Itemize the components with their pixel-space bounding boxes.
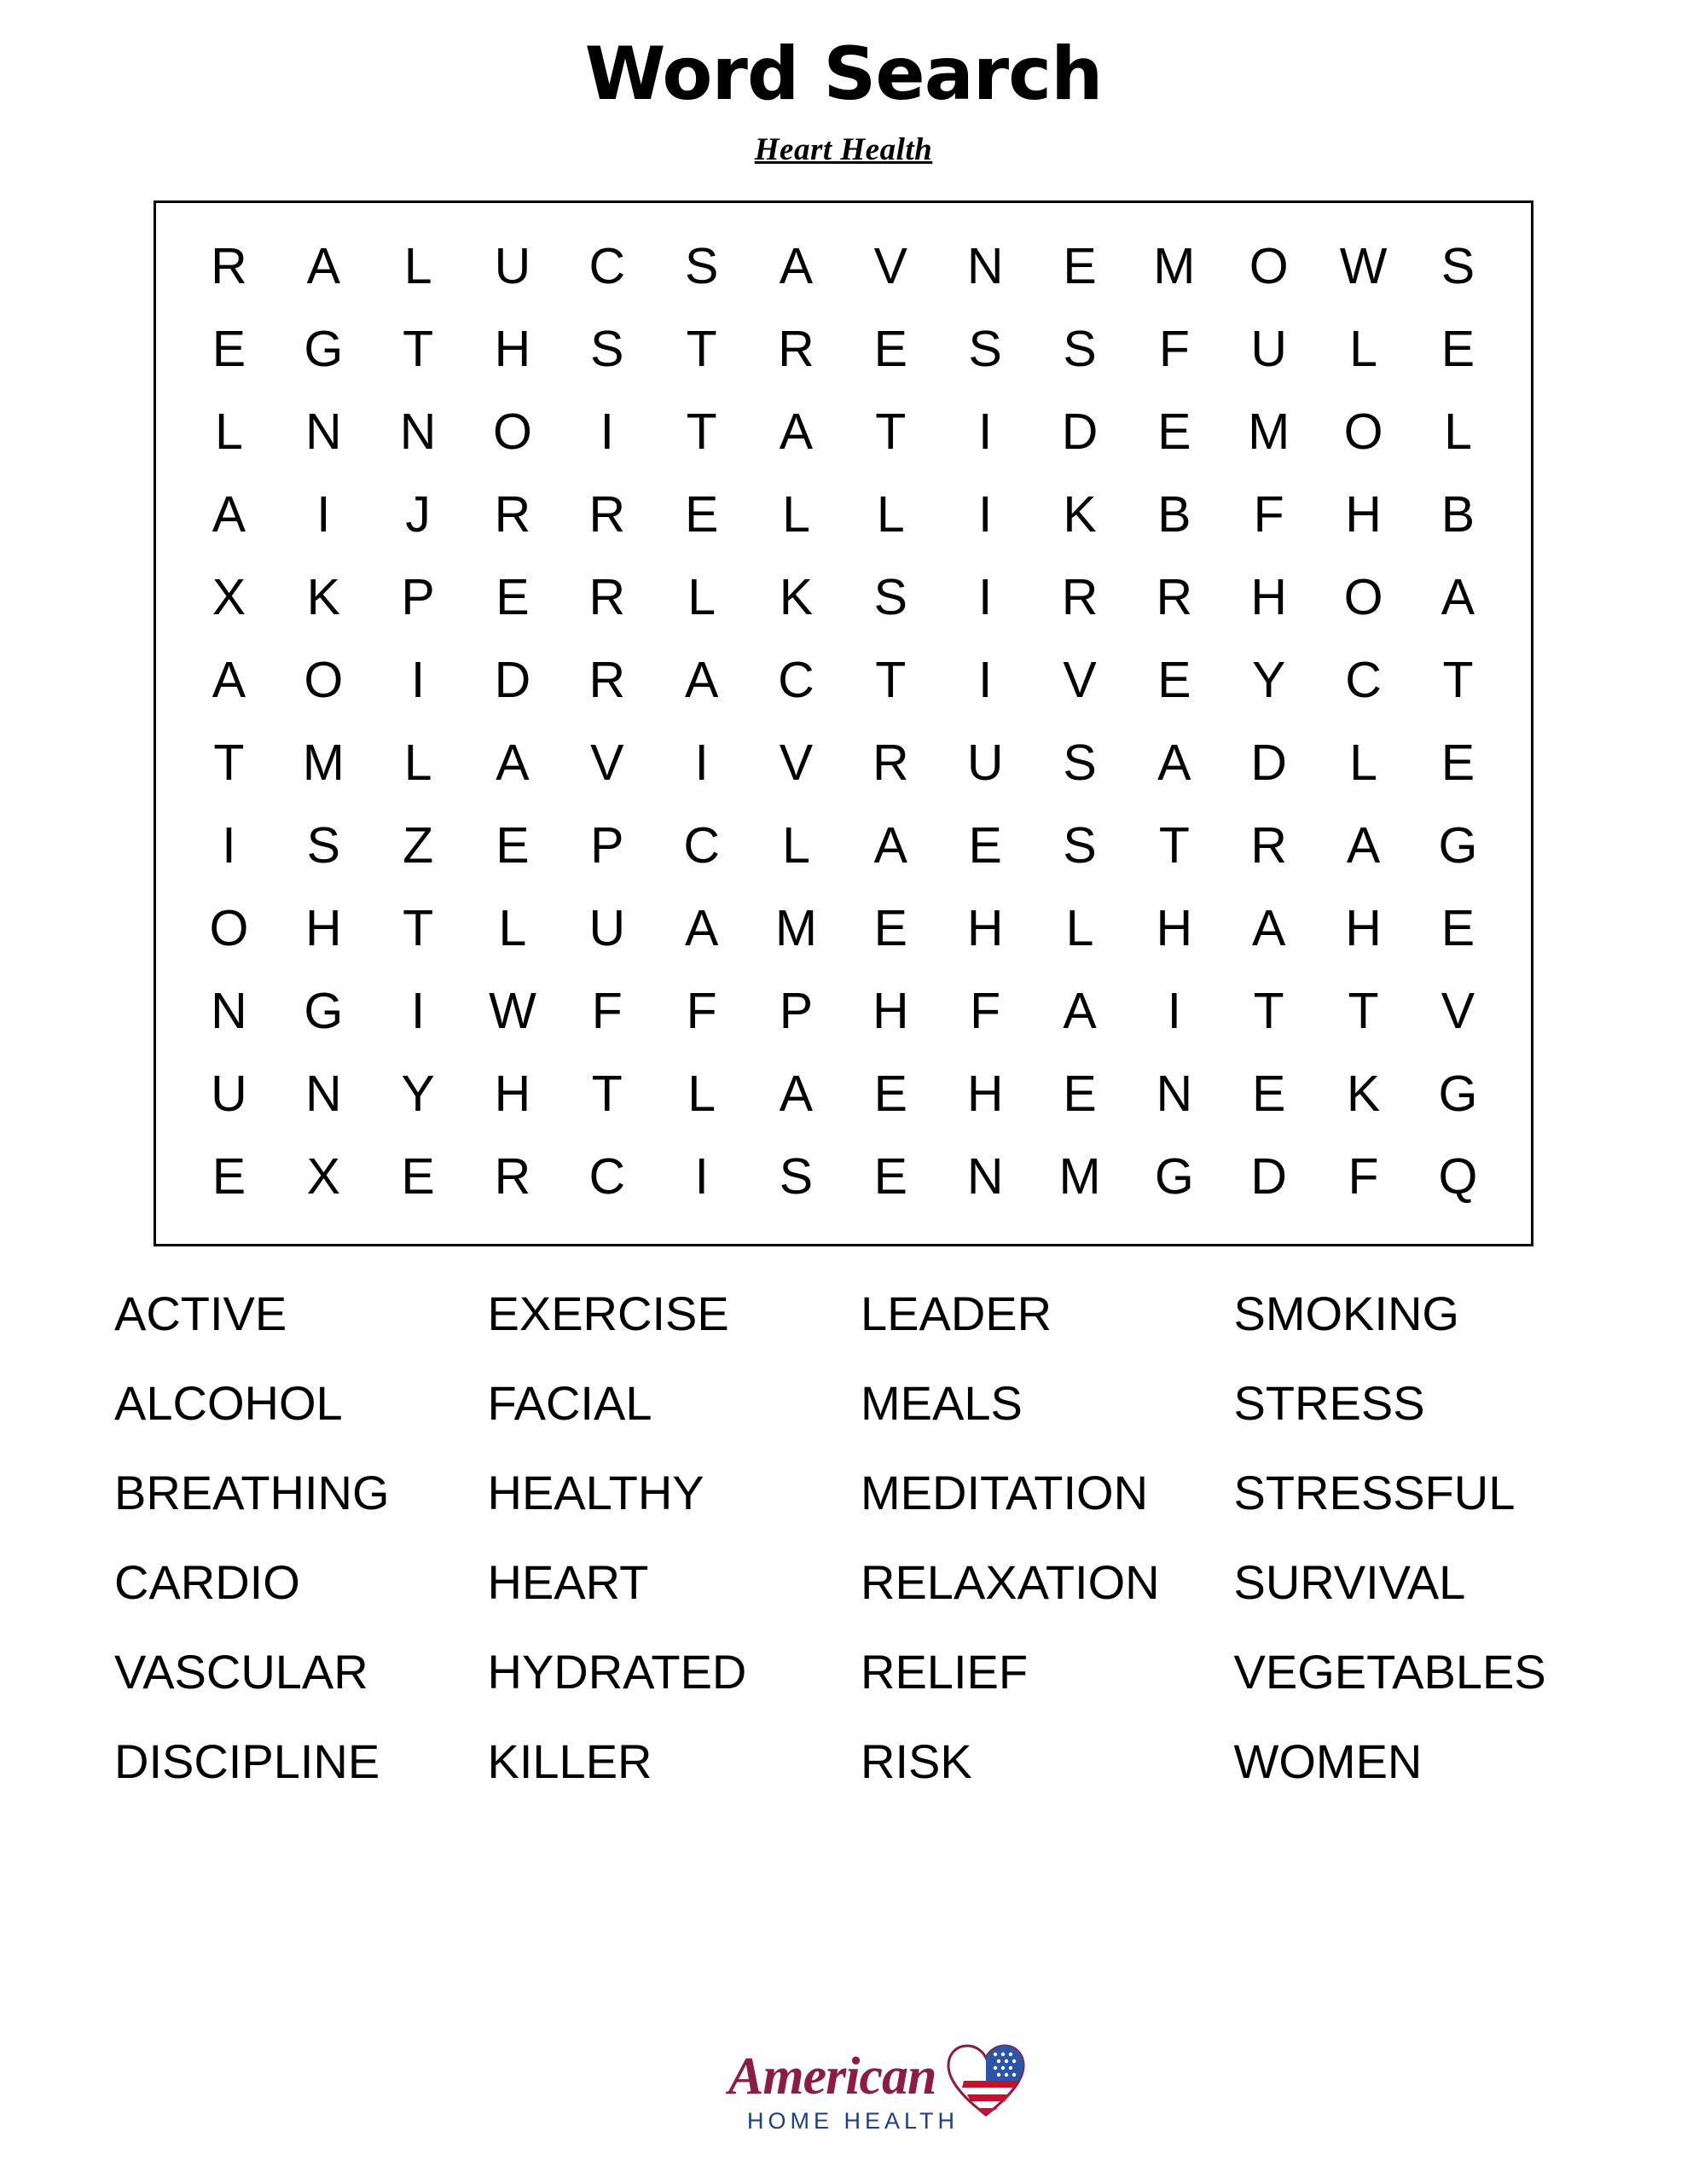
grid-letter: U [588, 900, 626, 957]
grid-letter: I [410, 983, 426, 1040]
grid-row [182, 556, 1505, 639]
grid-row [182, 473, 1505, 556]
grid-letter: I [977, 486, 993, 543]
word-list-item: HEALTHY [487, 1466, 704, 1520]
grid-letter: U [494, 238, 531, 295]
grid-letter: D [494, 652, 531, 709]
grid-letter: U [966, 735, 1004, 792]
grid-letter: H [966, 900, 1004, 957]
grid-letter: L [403, 238, 432, 295]
grid-letter: V [779, 735, 814, 792]
grid-letter: U [211, 1066, 247, 1123]
word-list-item: STRESS [1233, 1376, 1425, 1431]
grid-letter: I [600, 404, 614, 461]
grid-letter: I [977, 652, 993, 709]
grid-letter: A [1063, 983, 1097, 1040]
grid-letter: C [588, 1148, 626, 1205]
grid-letter: S [590, 321, 624, 378]
grid-letter: O [1249, 238, 1289, 295]
word-list-item: MEDITATION [861, 1466, 1149, 1520]
grid-letter: A [779, 404, 814, 461]
grid-row [182, 225, 1505, 308]
grid-letter: B [1441, 486, 1475, 543]
grid-letter: M [1248, 404, 1290, 461]
grid-letter: S [1063, 735, 1097, 792]
grid-letter: U [1250, 321, 1287, 378]
word-list-column [488, 1269, 861, 1806]
grid-letter: H [494, 1066, 531, 1123]
grid-letter: O [1343, 569, 1383, 626]
grid-letter: K [1346, 1066, 1381, 1123]
grid-letter: C [683, 817, 720, 874]
word-list-item: HEART [487, 1555, 649, 1610]
grid-letter: K [1063, 486, 1097, 543]
word-list-item: BREATHING [114, 1466, 390, 1520]
grid-letter: H [1156, 900, 1193, 957]
grid-letter: J [405, 486, 431, 543]
grid-letter: T [1348, 983, 1379, 1040]
grid-letter: O [493, 404, 532, 461]
grid-letter: E [873, 1148, 907, 1205]
grid-letter: S [306, 817, 340, 874]
grid-letter: N [399, 404, 437, 461]
grid-letter: L [876, 486, 905, 543]
grid-letter: A [684, 652, 719, 709]
grid-letter: I [316, 486, 331, 543]
word-list [80, 1269, 1607, 1806]
grid-letter: T [403, 321, 434, 378]
word-list-item: FACIAL [487, 1376, 652, 1431]
grid-row [182, 308, 1505, 391]
word-list-item: LEADER [861, 1287, 1052, 1341]
grid-letter: G [304, 321, 344, 378]
grid-letter: S [779, 1148, 814, 1205]
grid-letter: X [306, 1148, 340, 1205]
grid-letter: E [1157, 404, 1191, 461]
grid-row [182, 639, 1505, 722]
grid-letter: L [687, 1066, 716, 1123]
grid-letter: O [304, 652, 344, 709]
grid-letter: E [496, 817, 530, 874]
grid-letter: L [1349, 321, 1377, 378]
grid-letter: Q [1438, 1148, 1478, 1205]
grid-letter: N [211, 983, 247, 1040]
grid-letter: D [1250, 735, 1287, 792]
word-list-item: KILLER [487, 1734, 652, 1789]
grid-letter: L [498, 900, 527, 957]
word-list-item: CARDIO [114, 1555, 300, 1610]
grid-letter: M [1058, 1148, 1101, 1205]
grid-letter: H [1250, 569, 1287, 626]
grid-letter: T [1253, 983, 1284, 1040]
grid-letter: R [211, 238, 247, 295]
word-list-item: ACTIVE [114, 1287, 287, 1341]
grid-letter: E [873, 321, 907, 378]
grid-letter: L [1349, 735, 1377, 792]
grid-letter: R [778, 321, 815, 378]
grid-letter: T [591, 1066, 623, 1123]
grid-letter: E [873, 1066, 907, 1123]
grid-letter: L [1065, 900, 1094, 957]
grid-letter: E [212, 321, 246, 378]
grid-letter: I [694, 735, 709, 792]
grid-letter: E [968, 817, 1002, 874]
grid-letter: B [1157, 486, 1191, 543]
logo-tagline: HOME HEALTH [746, 2108, 959, 2134]
grid-letter: D [1250, 1148, 1287, 1205]
grid-letter: Z [403, 817, 434, 874]
grid-row [182, 391, 1505, 473]
heart-flag-icon [947, 2043, 1025, 2117]
grid-letter: A [1346, 817, 1381, 874]
grid-letter: N [966, 238, 1004, 295]
grid-row [182, 970, 1505, 1053]
grid-letter: G [304, 983, 344, 1040]
grid-letter: H [1345, 900, 1382, 957]
grid-letter: T [1158, 817, 1190, 874]
grid-letter: P [401, 569, 435, 626]
grid-letter: H [304, 900, 342, 957]
word-list-item: MEALS [861, 1376, 1023, 1431]
grid-letter: T [686, 404, 717, 461]
grid-letter: G [1154, 1148, 1194, 1205]
grid-letter: V [1063, 652, 1097, 709]
grid-letter: S [1441, 238, 1475, 295]
grid-letter: E [1441, 321, 1475, 378]
grid-letter: Y [401, 1066, 435, 1123]
grid-letter: N [966, 1148, 1004, 1205]
page-title: Word Search [584, 32, 1103, 117]
page-subtitle: Heart Health [754, 132, 933, 168]
grid-row [182, 804, 1505, 887]
grid-letter: E [212, 1148, 246, 1205]
grid-letter: C [778, 652, 815, 709]
brand-logo [0, 2050, 1687, 2135]
grid-letter: S [873, 569, 907, 626]
grid-letter: S [968, 321, 1002, 378]
word-list-item: DISCIPLINE [114, 1734, 380, 1789]
grid-letter: R [494, 486, 531, 543]
grid-letter: E [873, 900, 907, 957]
grid-letter: A [684, 900, 719, 957]
grid-letter: R [588, 486, 626, 543]
grid-letter: L [215, 404, 243, 461]
grid-letter: T [875, 404, 907, 461]
grid-letter: N [1156, 1066, 1193, 1123]
grid-letter: E [1441, 735, 1475, 792]
grid-row [182, 722, 1505, 804]
word-list-column [861, 1269, 1234, 1806]
word-list-item: VASCULAR [114, 1645, 368, 1699]
grid-letter: E [496, 569, 530, 626]
grid-letter: R [1061, 569, 1099, 626]
grid-letter: T [875, 652, 907, 709]
grid-letter: P [779, 983, 814, 1040]
grid-letter: S [684, 238, 719, 295]
grid-letter: E [684, 486, 719, 543]
grid-letter: M [774, 900, 818, 957]
word-list-item: RISK [861, 1734, 972, 1789]
grid-letter: W [489, 983, 536, 1040]
word-list-item: SURVIVAL [1233, 1555, 1466, 1610]
letter-grid-table [182, 225, 1505, 1218]
word-list-column [1234, 1269, 1608, 1806]
grid-letter: V [873, 238, 907, 295]
grid-letter: V [590, 735, 624, 792]
grid-letter: I [694, 1148, 709, 1205]
grid-letter: A [779, 1066, 814, 1123]
grid-letter: F [1158, 321, 1190, 378]
grid-letter: V [1441, 983, 1475, 1040]
grid-letter: K [779, 569, 814, 626]
grid-letter: P [590, 817, 624, 874]
grid-letter: L [782, 486, 810, 543]
grid-letter: A [873, 817, 907, 874]
grid-letter: K [306, 569, 340, 626]
word-list-item: WOMEN [1233, 1734, 1423, 1789]
grid-letter: D [1061, 404, 1099, 461]
grid-letter: S [1063, 321, 1097, 378]
grid-letter: A [779, 238, 814, 295]
grid-row [182, 1136, 1505, 1218]
grid-letter: T [1442, 652, 1474, 709]
grid-letter: H [1345, 486, 1382, 543]
grid-letter: A [212, 652, 246, 709]
grid-letter: H [872, 983, 909, 1040]
word-list-item: RELAXATION [861, 1555, 1160, 1610]
grid-letter: E [1063, 238, 1097, 295]
grid-letter: C [1345, 652, 1382, 709]
word-list-item: EXERCISE [487, 1287, 729, 1341]
word-list-item: VEGETABLES [1233, 1645, 1546, 1699]
grid-letter: R [1156, 569, 1193, 626]
grid-letter: I [977, 569, 993, 626]
grid-letter: O [209, 900, 249, 957]
grid-letter: X [212, 569, 246, 626]
grid-letter: E [1157, 652, 1191, 709]
grid-letter: R [494, 1148, 531, 1205]
grid-letter: R [588, 569, 626, 626]
grid-letter: A [212, 486, 246, 543]
grid-letter: F [1348, 1148, 1379, 1205]
word-list-item: ALCOHOL [114, 1376, 343, 1431]
grid-letter: G [1438, 1066, 1478, 1123]
word-search-grid [154, 200, 1533, 1246]
grid-letter: L [403, 735, 432, 792]
word-list-item: RELIEF [861, 1645, 1029, 1699]
grid-letter: A [1441, 569, 1475, 626]
grid-letter: F [1253, 486, 1284, 543]
grid-letter: T [686, 321, 717, 378]
grid-letter: L [782, 817, 810, 874]
grid-letter: O [1343, 404, 1383, 461]
grid-letter: H [494, 321, 531, 378]
grid-row [182, 1053, 1505, 1136]
grid-letter: F [686, 983, 717, 1040]
grid-letter: I [977, 404, 993, 461]
grid-letter: I [410, 652, 426, 709]
grid-letter: H [966, 1066, 1004, 1123]
grid-letter: E [401, 1148, 435, 1205]
grid-letter: T [403, 900, 434, 957]
grid-letter: A [306, 238, 340, 295]
grid-letter: A [496, 735, 530, 792]
word-list-item: HYDRATED [487, 1645, 747, 1699]
grid-letter: W [1339, 238, 1388, 295]
grid-letter: F [970, 983, 1001, 1040]
grid-letter: R [1250, 817, 1287, 874]
logo-brand-name: American [728, 2048, 936, 2106]
grid-letter: Y [1252, 652, 1286, 709]
grid-letter: R [872, 735, 909, 792]
grid-letter: A [1252, 900, 1286, 957]
grid-letter: N [304, 1066, 342, 1123]
grid-letter: S [1063, 817, 1097, 874]
word-list-item: STRESSFUL [1233, 1466, 1516, 1520]
grid-letter: E [1441, 900, 1475, 957]
grid-letter: I [1167, 983, 1182, 1040]
grid-letter: M [1153, 238, 1196, 295]
grid-letter: N [304, 404, 342, 461]
grid-row [182, 887, 1505, 970]
grid-letter: C [588, 238, 626, 295]
grid-letter: G [1438, 817, 1478, 874]
word-list-item: SMOKING [1233, 1287, 1459, 1341]
grid-letter: M [302, 735, 345, 792]
grid-letter: T [213, 735, 245, 792]
grid-letter: I [222, 817, 236, 874]
grid-letter: L [687, 569, 716, 626]
grid-letter: L [1444, 404, 1472, 461]
grid-letter: E [1063, 1066, 1097, 1123]
grid-letter: E [1252, 1066, 1286, 1123]
grid-letter: R [588, 652, 626, 709]
grid-letter: F [591, 983, 623, 1040]
grid-letter: A [1157, 735, 1191, 792]
word-list-column [114, 1269, 488, 1806]
